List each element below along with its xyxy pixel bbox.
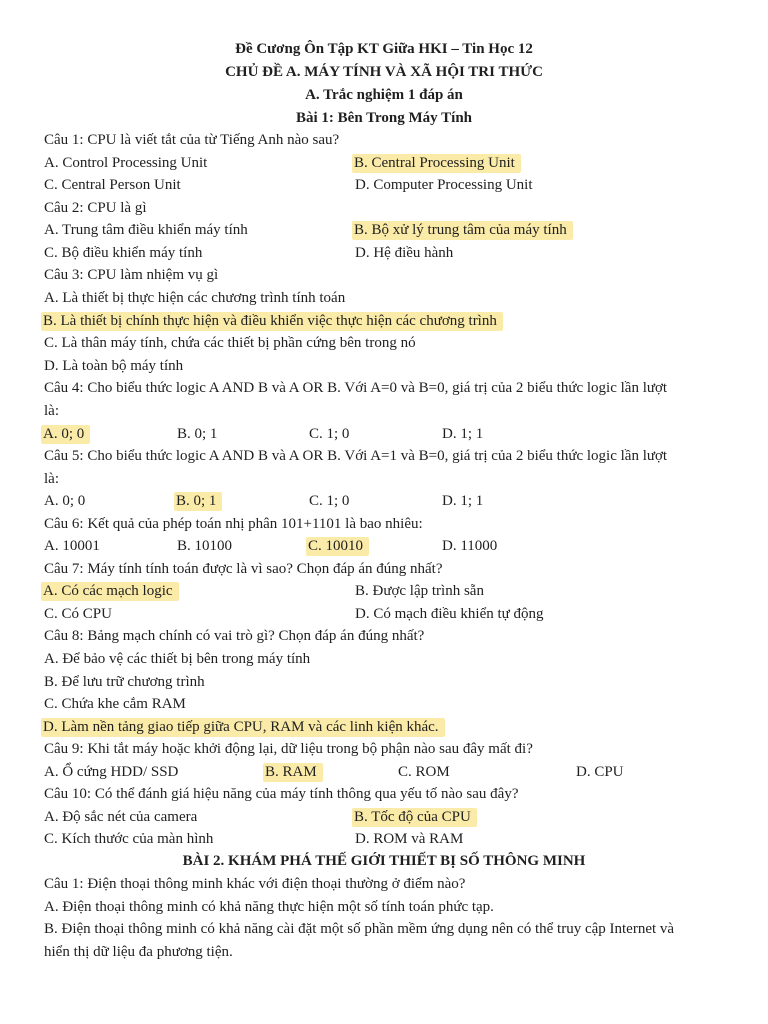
q6-option-c-highlighted: C. 10010 [306,537,369,556]
l2q1-option-b-cont: hiển thị dữ liệu đa phương tiện. [44,944,233,960]
q2-option-a: A. Trung tâm điều khiển máy tính [44,222,248,238]
q1-option-d: D. Computer Processing Unit [355,177,533,193]
l2q1-option-b: B. Điện thoại thông minh có khả năng cài đặt một số phần mềm ứng dụng nên có thể truy cập Internet và [44,921,675,937]
q2-option-c: C. Bộ điều khiển máy tính [44,245,203,261]
q6-question: Câu 6: Kết quả của phép toán nhị phân 101+1101 là bao nhiêu: [44,516,423,532]
q10-option-a: A. Độ sắc nét của camera [44,809,198,825]
q2-question: Câu 2: CPU là gì [44,200,147,216]
q9-option-d: D. CPU [576,764,624,780]
q10-option-b-highlighted: B. Tốc độ của CPU [352,808,477,827]
q4-option-b: B. 0; 1 [177,426,218,442]
q2-option-d: D. Hệ điều hành [355,245,454,261]
q6-option-a: A. 10001 [44,538,100,554]
q10-question: Câu 10: Có thể đánh giá hiệu năng của máy tính thông qua yếu tố nào sau đây? [44,786,519,802]
q8-option-a: A. Để bảo vệ các thiết bị bên trong máy tính [44,651,311,667]
q10-option-d: D. ROM và RAM [355,831,464,847]
lesson2-heading: BÀI 2. KHÁM PHÁ THẾ GIỚI THIẾT BỊ SỐ THÔNG MINH [182,853,586,869]
q8-question: Câu 8: Bảng mạch chính có vai trò gì? Chọn đáp án đúng nhất? [44,628,425,644]
q4-option-c: C. 1; 0 [309,426,350,442]
q6-option-d: D. 11000 [442,538,498,554]
q8-option-b: B. Để lưu trữ chương trình [44,674,205,690]
q7-option-d: D. Có mạch điều khiển tự động [355,606,544,622]
q3-option-c: C. Là thân máy tính, chứa các thiết bị phần cứng bên trong nó [44,335,416,351]
l2q1-question: Câu 1: Điện thoại thông minh khác với điện thoại thường ở điểm nào? [44,876,466,892]
q10-option-c: C. Kích thước của màn hình [44,831,214,847]
q4-question-cont: là: [44,403,59,419]
q4-option-d: D. 1; 1 [442,426,484,442]
q3-option-d: D. Là toàn bộ máy tính [44,358,184,374]
q9-option-b-highlighted: B. RAM [263,763,323,782]
q2-option-b-highlighted: B. Bộ xử lý trung tâm của máy tính [352,221,573,240]
q1-option-a: A. Control Processing Unit [44,155,208,171]
topic-heading: CHỦ ĐỀ A. MÁY TÍNH VÀ XÃ HỘI TRI THỨC [225,64,543,80]
q7-option-b: B. Được lập trình sẵn [355,583,484,599]
q1-option-c: C. Central Person Unit [44,177,181,193]
q7-option-c: C. Có CPU [44,606,112,622]
l2q1-option-a: A. Điện thoại thông minh có khả năng thực hiện một số tính toán phức tạp. [44,899,494,915]
section-heading: A. Trắc nghiệm 1 đáp án [305,87,463,103]
q5-question: Câu 5: Cho biểu thức logic A AND B và A OR B. Với A=1 và B=0, giá trị của 2 biểu thức logic lần lượt [44,448,668,464]
q8-option-c: C. Chứa khe cắm RAM [44,696,186,712]
q3-option-b-highlighted: B. Là thiết bị chính thực hiện và điều khiển việc thực hiện các chương trình [41,312,503,331]
q6-option-b: B. 10100 [177,538,233,554]
q7-question: Câu 7: Máy tính tính toán được là vì sao? Chọn đáp án đúng nhất? [44,561,443,577]
q1-option-b-highlighted: B. Central Processing Unit [352,154,521,173]
lesson1-heading: Bài 1: Bên Trong Máy Tính [295,110,472,126]
q4-question: Câu 4: Cho biểu thức logic A AND B và A OR B. Với A=0 và B=0, giá trị của 2 biểu thức logic lần lượt [44,380,668,396]
q8-option-d-highlighted: D. Làm nền tảng giao tiếp giữa CPU, RAM và các linh kiện khác. [41,718,445,737]
q5-option-c: C. 1; 0 [309,493,350,509]
q9-question: Câu 9: Khi tắt máy hoặc khởi động lại, dữ liệu trong bộ phận nào sau đây mất đi? [44,741,533,757]
document-title: Đề Cương Ôn Tập KT Giữa HKI – Tin Học 12 [235,41,533,57]
q9-option-a: A. Ổ cứng HDD/ SSD [44,764,179,780]
q1-question: Câu 1: CPU là viết tắt của từ Tiếng Anh nào sau? [44,132,340,148]
q5-option-a: A. 0; 0 [44,493,86,509]
q3-question: Câu 3: CPU làm nhiệm vụ gì [44,267,219,283]
q5-question-cont: là: [44,471,59,487]
q9-option-c: C. ROM [398,764,450,780]
q4-option-a-highlighted: A. 0; 0 [41,425,90,444]
q5-option-b-highlighted: B. 0; 1 [174,492,222,511]
q5-option-d: D. 1; 1 [442,493,484,509]
q3-option-a: A. Là thiết bị thực hiện các chương trình tính toán [44,290,346,306]
q7-option-a-highlighted: A. Có các mạch logic [41,582,179,601]
